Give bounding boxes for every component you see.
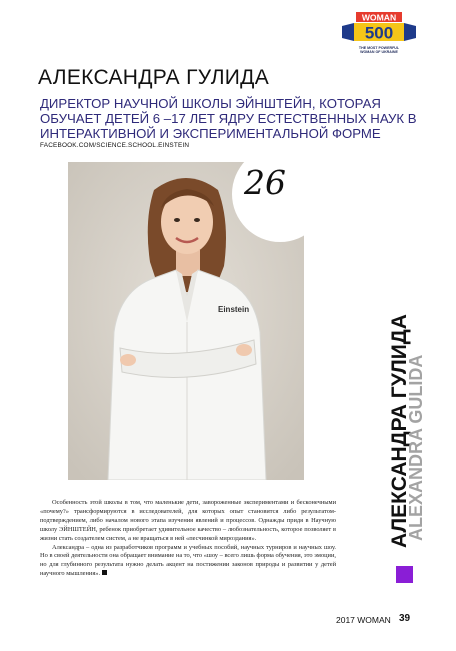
coat-logo: Einstein: [218, 305, 250, 314]
logo-word: WOMAN: [361, 12, 397, 23]
article-body: [40, 499, 336, 579]
logo-ribbon-left: [342, 23, 354, 41]
rank-number: 26: [244, 163, 286, 202]
article-paragraph: Александра – одна из разработчиков программ и учебных пособий, научных турниров и научных шоу. Но в своей деятельности она обращает внимание на то, что «шоу – всего лишь форма обучения, это эмоции, но для глубинного результата нужно делать акцент на постижении законов природы и развитии у детей научного мышления».: [40, 543, 336, 578]
article-paragraph: Особенность этой школы в том, что маленькие дети, завороженные экспериментами и бесконечными «почему?» трансформируются в исследователей, для которых опыт становится либо результатом-подтверждением, либо началом нового этапа изучения явлений и процессов. Однажды придя в Научную школу ЭЙНШТЕЙН, ребенок приобретает удивительное качество – любознательность, которое позволяет в жизни стать создателем систем, а не вращаться в ней «песчинкой мироздания».: [40, 499, 336, 542]
footer-label: 2017 WOMAN: [336, 615, 391, 625]
woman-500-logo: [342, 12, 416, 58]
profile-name: АЛЕКСАНДРА ГУЛИДА: [38, 66, 270, 89]
end-mark-icon: [102, 570, 107, 575]
logo-tagline: THE MOST POWERFUL WOMAN OF UKRAINE: [358, 46, 400, 54]
vertical-name-ru: АЛЕКСАНДРА ГУЛИДА: [388, 314, 411, 548]
logo-number: 500: [364, 23, 394, 43]
logo-ribbon-right: [404, 23, 416, 41]
facebook-link[interactable]: FACEBOOK.COM/SCIENCE.SCHOOL.EINSTEIN: [40, 142, 190, 149]
vertical-name-en: ALEXANDRA GULIDA: [406, 354, 426, 541]
page-number: 39: [399, 613, 411, 624]
accent-square: [396, 566, 413, 583]
profile-description: ДИРЕКТОР НАУЧНОЙ ШКОЛЫ ЭЙНШТЕЙН, КОТОРАЯ ОБУЧАЕТ ДЕТЕЙ 6 –17 ЛЕТ ЯДРУ ЕСТЕСТВЕННЫХ НАУК В ИНТЕРАКТИВНОЙ И ЭКСПЕРИМЕНТАЛЬНОЙ ФОРМЕ: [40, 96, 417, 141]
